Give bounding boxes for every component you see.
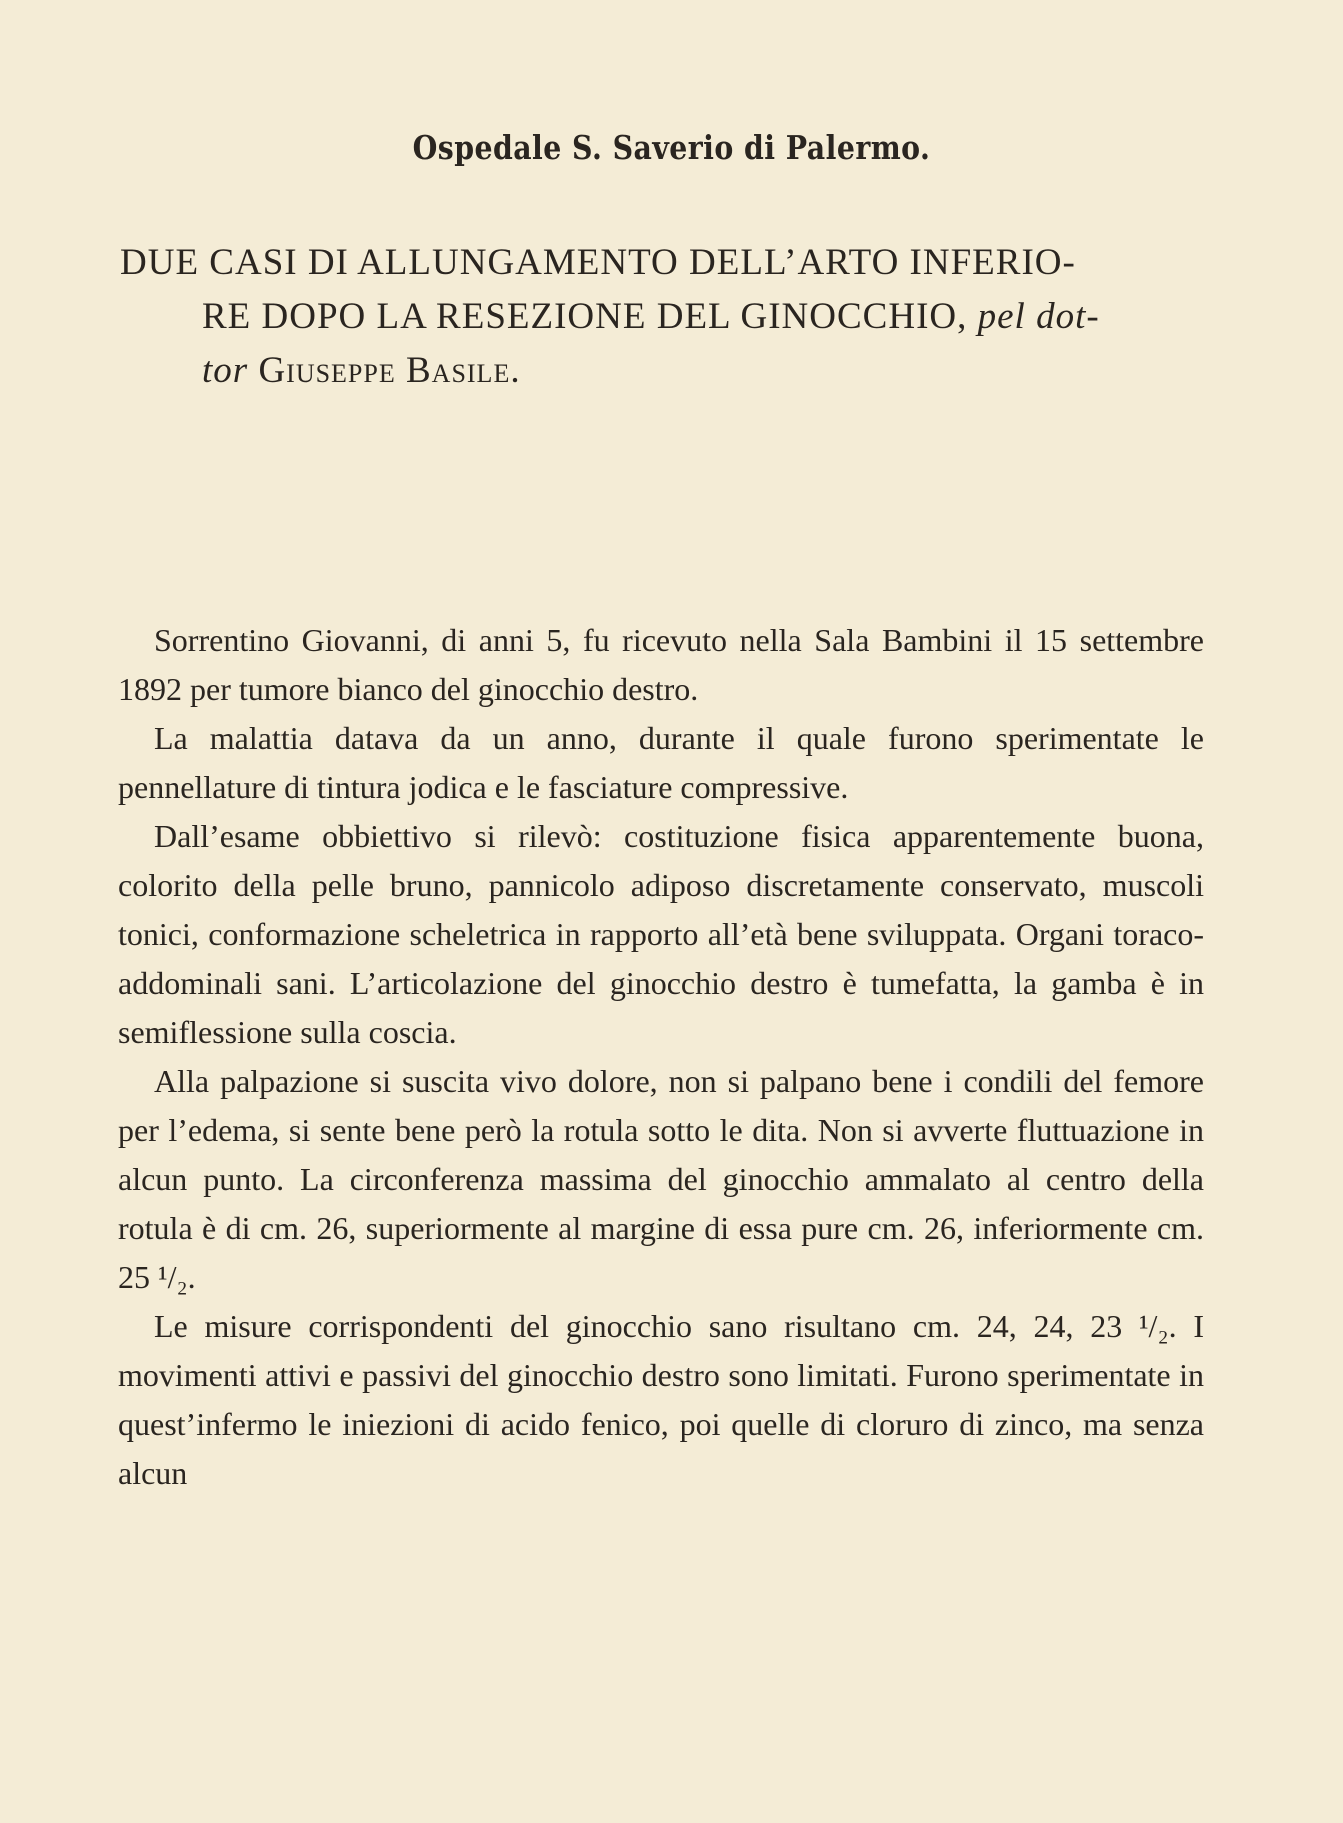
hospital-header: Ospedale S. Saverio di Palermo.	[412, 128, 931, 167]
title-line-3-italic: tor	[202, 350, 259, 391]
paragraph: Dall’esame obbiettivo si rilevò: costituzione fisica apparentemente buona, colorito della pelle bruno, pannicolo adiposo discretamente conservato, muscoli tonici, conformazione scheletrica in rapporto all’età bene sviluppata. Organi toraco-addominali sani. L’articolazione del ginocchio destro è tumefatta, la gamba è in semiflessione sulla coscia.	[118, 818, 1204, 1050]
paragraph: Alla palpazione si suscita vivo dolore, non si palpano bene i condili del femore per l’edema, si sente bene però la rotula sotto le dita. Non si avverte fluttuazione in alcun punto. La circonferenza massima del ginocchio ammalato al centro della rotula è di cm. 26, superiormente al margine di essa pure cm. 26, inferiormente cm. 25 ¹/₂.	[118, 1063, 1204, 1295]
paragraph: Le misure corrispondenti del ginocchio sano risultano cm. 24, 24, 23 ¹/₂. I movimenti attivi e passivi del ginocchio destro sono limitati. Furono sperimentate in quest’infermo le iniezioni di acido fenico, poi quelle di cloruro di zinco, ma senza alcun	[118, 1308, 1204, 1491]
paragraph: Sorrentino Giovanni, di anni 5, fu ricevuto nella Sala Bambini il 15 settembre 1892 per tumore bianco del ginocchio destro.	[118, 622, 1204, 707]
article-body	[118, 616, 1204, 1498]
title-line-1: DUE CASI DI ALLUNGAMENTO DELL’ARTO INFERIO-	[120, 242, 1076, 283]
article-title	[120, 236, 1220, 398]
title-line-2	[120, 290, 1220, 344]
title-line-3	[120, 344, 1220, 398]
title-line-2-italic: pel dot-	[977, 296, 1100, 337]
author-name: Giuseppe Basile.	[258, 350, 521, 391]
title-line-2-text: RE DOPO LA RESEZIONE DEL GINOCCHIO,	[202, 296, 978, 337]
paragraph: La malattia datava da un anno, durante il quale furono sperimentate le pennellature di tintura jodica e le fasciature compressive.	[118, 720, 1204, 805]
